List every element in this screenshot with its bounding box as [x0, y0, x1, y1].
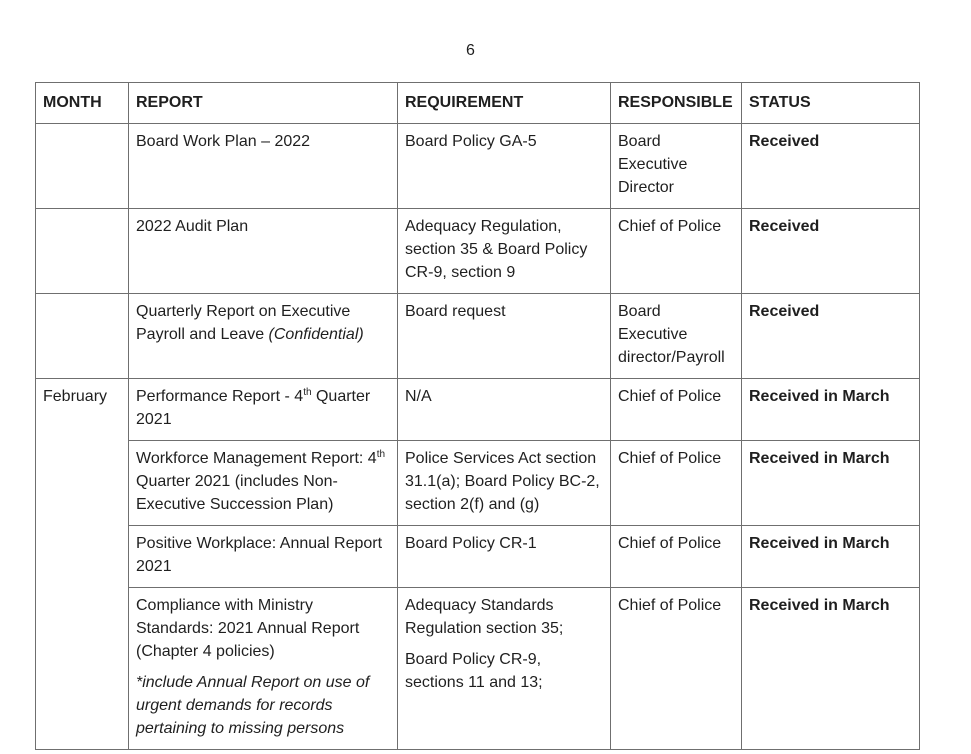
table-row: [36, 294, 920, 379]
header-responsible: RESPONSIBLE: [611, 83, 742, 124]
report-cell: [129, 588, 398, 750]
responsible-cell: Chief of Police: [611, 588, 742, 750]
requirement-cell: Board request: [398, 294, 611, 379]
status-cell: Received in March: [742, 379, 920, 441]
confidential-label: (Confidential): [268, 326, 364, 343]
table-row: [36, 526, 920, 588]
table-row: [36, 441, 920, 526]
month-cell: February: [36, 379, 129, 750]
status-cell: Received in March: [742, 588, 920, 750]
report-text: Performance Report - 4: [136, 388, 304, 405]
ordinal-suffix: th: [303, 387, 312, 398]
responsible-cell: Chief of Police: [611, 209, 742, 294]
header-status: STATUS: [742, 83, 920, 124]
report-text-cont: Quarter 2021: [136, 388, 371, 428]
responsible-cell: Chief of Police: [611, 379, 742, 441]
requirement-cell: Board Policy CR-1: [398, 526, 611, 588]
report-cell: [129, 294, 398, 379]
report-cell: [129, 441, 398, 526]
report-text: Compliance with Ministry Standards: 2021 Annual Report (Chapter 4 policies): [136, 597, 360, 660]
status-cell: Received: [742, 209, 920, 294]
requirement-cell: N/A: [398, 379, 611, 441]
responsible-cell: Board Executive director/Payroll: [611, 294, 742, 379]
report-cell: 2022 Audit Plan: [129, 209, 398, 294]
ordinal-suffix: th: [376, 449, 386, 460]
header-month: MONTH: [36, 83, 129, 124]
month-cell: [36, 294, 129, 379]
report-text-cont: Quarter 2021 (includes Non-Executive Succession Plan): [136, 473, 338, 513]
table-row: [36, 379, 920, 441]
status-cell: Received: [742, 124, 920, 209]
report-text: Workforce Management Report: 4: [136, 450, 377, 467]
report-cell: [129, 379, 398, 441]
report-table: [35, 82, 920, 750]
report-text: Quarterly Report on Executive Payroll and Leave: [136, 303, 351, 343]
responsible-cell: Board Executive Director: [611, 124, 742, 209]
table-row: [36, 124, 920, 209]
requirement-text-2: Board Policy CR-9, sections 11 and 13;: [405, 651, 543, 691]
table-row: [36, 209, 920, 294]
table-row: [36, 588, 920, 750]
requirement-cell: Police Services Act section 31.1(a); Board Policy BC-2, section 2(f) and (g): [398, 441, 611, 526]
month-cell: [36, 209, 129, 294]
responsible-cell: Chief of Police: [611, 526, 742, 588]
report-note: *include Annual Report on use of urgent demands for records pertaining to missing persons: [136, 674, 370, 737]
responsible-cell: Chief of Police: [611, 441, 742, 526]
header-requirement: REQUIREMENT: [398, 83, 611, 124]
requirement-cell: [398, 588, 611, 750]
header-row: [36, 83, 920, 124]
requirement-cell: Adequacy Regulation, section 35 & Board Policy CR-9, section 9: [398, 209, 611, 294]
status-cell: Received in March: [742, 526, 920, 588]
page-number: 6: [466, 42, 475, 59]
report-cell: Board Work Plan – 2022: [129, 124, 398, 209]
month-cell: [36, 124, 129, 209]
status-cell: Received: [742, 294, 920, 379]
report-cell: Positive Workplace: Annual Report 2021: [129, 526, 398, 588]
status-cell: Received in March: [742, 441, 920, 526]
header-report: REPORT: [129, 83, 398, 124]
requirement-cell: Board Policy GA-5: [398, 124, 611, 209]
requirement-text: Adequacy Standards Regulation section 35;: [405, 597, 564, 637]
